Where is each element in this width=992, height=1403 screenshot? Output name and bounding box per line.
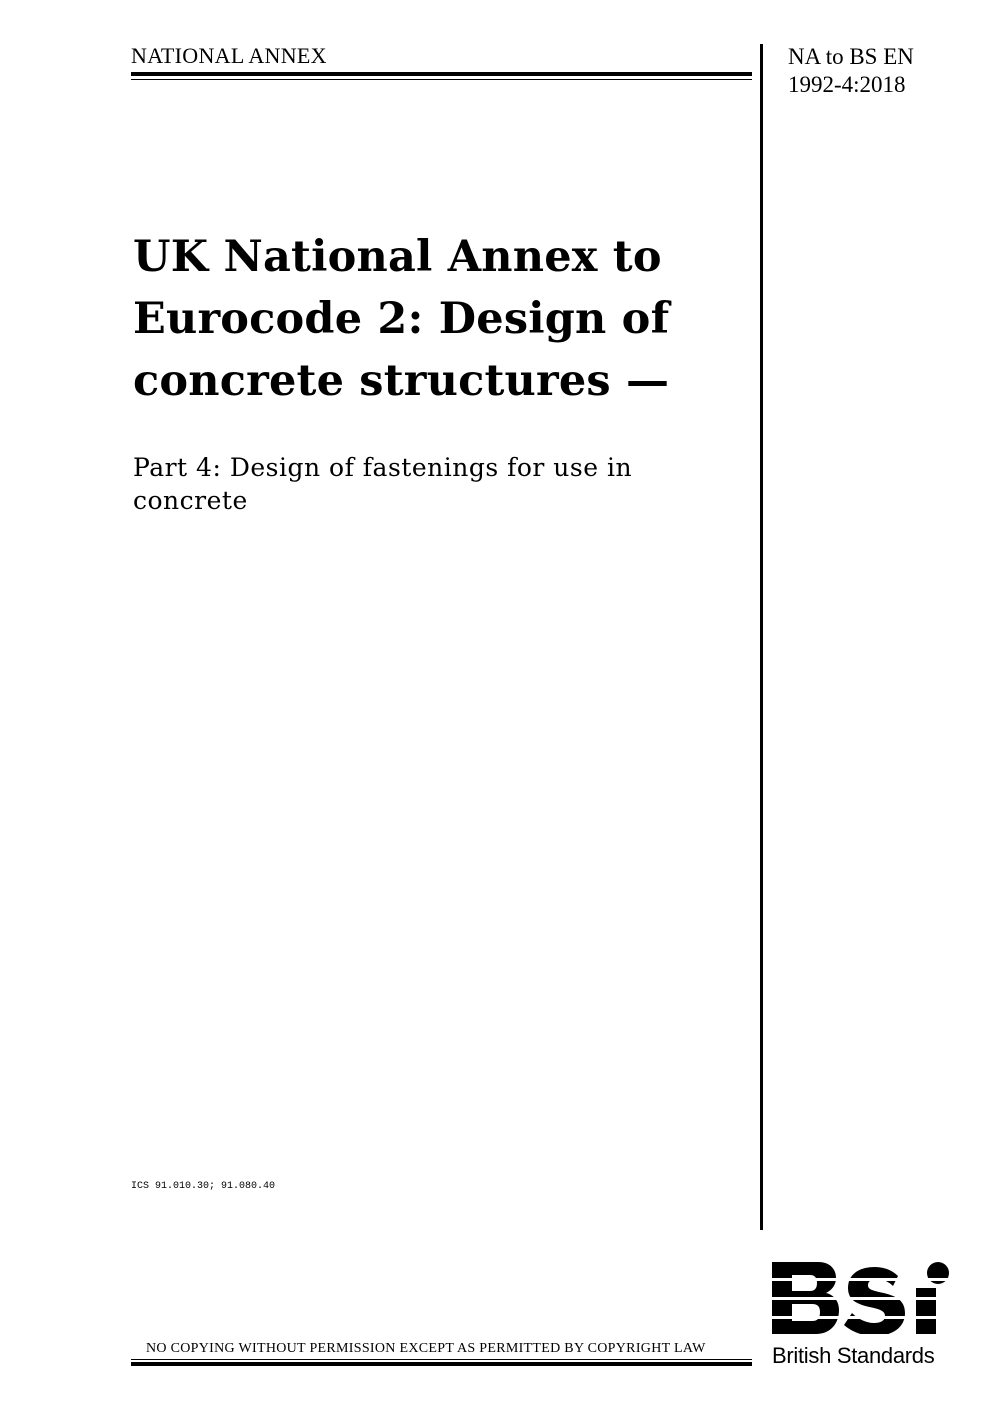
subtitle-line-1: Part 4: Design of fastenings for use in bbox=[133, 453, 633, 482]
document-reference-line-1: NA to BS EN bbox=[788, 44, 914, 69]
document-reference-line-2: 1992-4:2018 bbox=[788, 72, 906, 97]
document-reference bbox=[788, 43, 914, 99]
ics-classification: ICS 91.010.30; 91.080.40 bbox=[131, 1181, 276, 1192]
copyright-notice: NO COPYING WITHOUT PERMISSION EXCEPT AS PERMITTED BY COPYRIGHT LAW bbox=[146, 1341, 706, 1356]
header-rule-thick bbox=[131, 72, 752, 76]
footer-rule-thin bbox=[131, 1359, 752, 1360]
main-title-line-3: concrete structures — bbox=[133, 356, 670, 406]
header-rule-thin bbox=[131, 79, 752, 80]
header-label: NATIONAL ANNEX bbox=[131, 43, 327, 68]
bsi-caption: British Standards bbox=[772, 1343, 935, 1368]
bsi-logo-icon bbox=[772, 1262, 954, 1334]
main-title bbox=[133, 226, 733, 412]
footer-rule-thick bbox=[131, 1362, 752, 1366]
vertical-divider bbox=[760, 44, 763, 1230]
subtitle bbox=[133, 451, 733, 517]
main-title-line-1: UK National Annex to bbox=[133, 232, 662, 282]
main-title-line-2: Eurocode 2: Design of bbox=[133, 294, 670, 344]
subtitle-line-2: concrete bbox=[133, 486, 248, 515]
